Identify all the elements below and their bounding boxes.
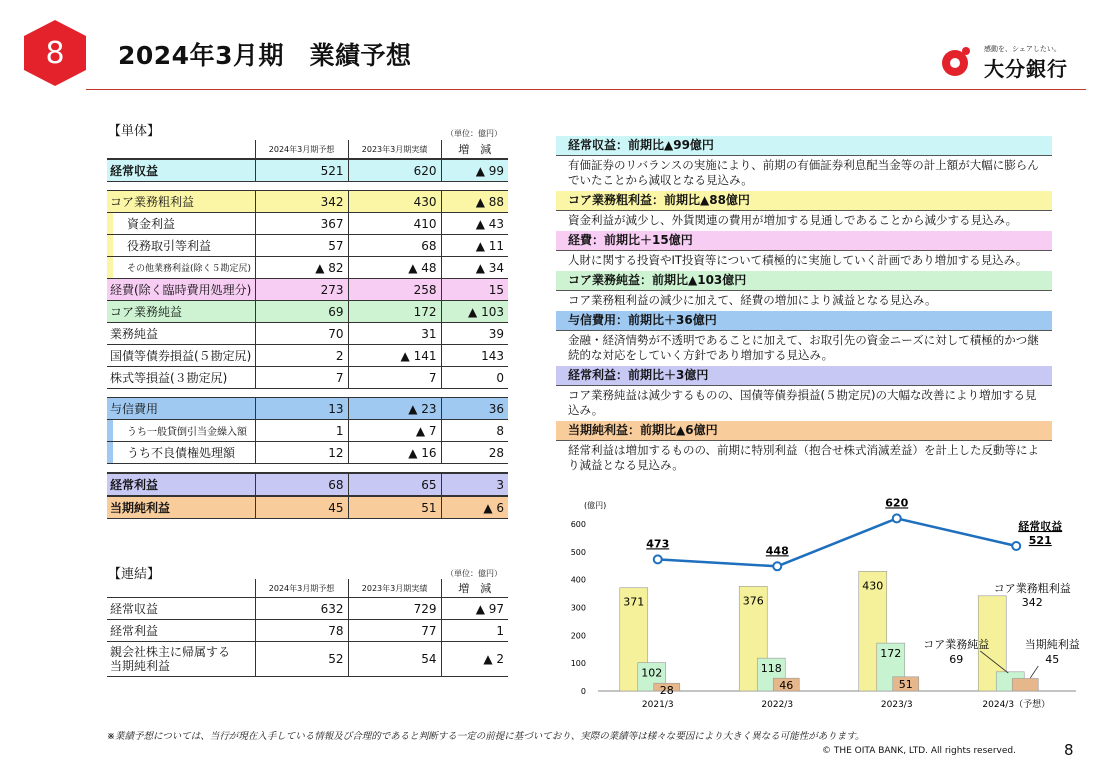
single-unit: （単位：億円） xyxy=(446,129,502,138)
cell-actual: 65 xyxy=(348,473,441,496)
row-label: 当期純利益 xyxy=(107,496,255,519)
table-row xyxy=(107,420,508,442)
page-number-badge xyxy=(24,20,86,86)
row-label: 経常収益 xyxy=(107,159,255,182)
table-row xyxy=(107,279,508,301)
data-label: 45 xyxy=(1045,653,1060,666)
cell-actual: 620 xyxy=(348,159,441,182)
copyright: © THE OITA BANK, LTD. All rights reserved. xyxy=(822,746,1016,756)
line-data-label: 448 xyxy=(765,544,789,558)
cell-actual: ▲ 48 xyxy=(348,257,441,279)
notes-panel xyxy=(556,136,1052,476)
cell-actual: 172 xyxy=(348,301,441,323)
y-tick-label: 100 xyxy=(570,659,586,669)
title-rule xyxy=(86,89,1086,90)
cell-change: ▲ 2 xyxy=(441,642,508,677)
leader-line xyxy=(1030,666,1038,678)
row-label: コア業務純益 xyxy=(107,301,255,323)
cell-change: 3 xyxy=(441,473,508,496)
y-axis-label: (億円) xyxy=(584,501,607,510)
cell-change: ▲ 6 xyxy=(441,496,508,519)
row-label-line2: 当期純利益 xyxy=(110,659,171,673)
cell-forecast: 342 xyxy=(255,191,348,213)
row-label: 国債等債券損益(５勘定尻) xyxy=(107,345,255,367)
cell-change: 39 xyxy=(441,323,508,345)
header-actual: 2023年3月期実績 xyxy=(348,579,441,598)
table-row xyxy=(107,642,508,677)
cell-actual: 31 xyxy=(348,323,441,345)
cell-forecast: 367 xyxy=(255,213,348,235)
cell-forecast: 69 xyxy=(255,301,348,323)
table-header xyxy=(107,140,508,159)
cell-actual: 258 xyxy=(348,279,441,301)
table-row xyxy=(107,323,508,345)
x-tick-label: 2024/3（予想） xyxy=(982,700,1051,710)
logo-tagline: 感動を、シェアしたい。 xyxy=(984,45,1061,53)
cell-change: ▲ 11 xyxy=(441,235,508,257)
cell-actual: 51 xyxy=(348,496,441,519)
cell-change: 1 xyxy=(441,620,508,642)
x-tick-label: 2021/3 xyxy=(641,700,674,710)
note-heading: 与信費用：前期比＋36億円 xyxy=(556,311,1052,330)
row-label: うち不良債権処理額 xyxy=(107,442,255,464)
earnings-chart xyxy=(556,488,1086,718)
table-row xyxy=(107,620,508,642)
table-row xyxy=(107,213,508,235)
note-text: 資金利益が減少し、外貨関連の費用が増加する見通しであることから減少する見込み。 xyxy=(556,210,1052,231)
cell-change: ▲ 88 xyxy=(441,191,508,213)
spacer-row xyxy=(107,389,508,398)
header-change: 増 減 xyxy=(441,579,508,598)
note-text: 人財に関する投資やIT投資等について積極的に実施していく計画であり増加する見込み。 xyxy=(556,250,1052,271)
row-label xyxy=(107,642,255,677)
table-row xyxy=(107,159,508,182)
line-point xyxy=(893,514,901,522)
note-heading: 当期純利益：前期比▲6億円 xyxy=(556,421,1052,440)
data-label: 371 xyxy=(623,595,645,609)
cell-forecast: 12 xyxy=(255,442,348,464)
x-tick-label: 2022/3 xyxy=(761,700,794,710)
series-label-core-gross: コア業務粗利益 xyxy=(993,581,1071,595)
cell-forecast: 632 xyxy=(255,598,348,620)
cell-actual: 77 xyxy=(348,620,441,642)
row-label: 経費(除く臨時費用処理分) xyxy=(107,279,255,301)
row-label-line1: 親会社株主に帰属する xyxy=(110,645,231,659)
header-change: 増 減 xyxy=(441,140,508,159)
cell-forecast: 7 xyxy=(255,367,348,389)
row-label: 経常収益 xyxy=(107,598,255,620)
cell-forecast: 273 xyxy=(255,279,348,301)
badge-number: 8 xyxy=(45,35,65,71)
cell-actual: 68 xyxy=(348,235,441,257)
footnote: ※業績予想については、当行が現在入手している情報及び合理的であると判断する一定の前提に基づいており、実際の業績等は様々な要因により大きく異なる可能性があります。 xyxy=(107,731,865,742)
cell-actual: ▲ 7 xyxy=(348,420,441,442)
table-row xyxy=(107,442,508,464)
note-text: 経常利益は増加するものの、前期に特別利益（抱合せ株式消滅差益）を計上した反動等により減益となる見込み。 xyxy=(556,440,1052,476)
data-label: 28 xyxy=(659,684,674,698)
line-point xyxy=(773,562,781,570)
table-row xyxy=(107,235,508,257)
row-label: うち一般貸倒引当金繰入額 xyxy=(107,420,255,442)
data-label: 376 xyxy=(742,594,764,608)
cell-actual: 54 xyxy=(348,642,441,677)
note-text: 金融・経済情勢が不透明であることに加えて、お取引先の資金ニーズに対して積極的かつ継続的な対応をしていく方針であり増加する見込み。 xyxy=(556,330,1052,366)
cell-change: 15 xyxy=(441,279,508,301)
table-row xyxy=(107,398,508,420)
y-tick-label: 500 xyxy=(570,547,586,557)
row-label: 経常利益 xyxy=(107,473,255,496)
note-text: コア業務純益は減少するものの、国債等債券損益(５勘定尻)の大幅な改善により増加する見込み。 xyxy=(556,385,1052,421)
bar-net-income xyxy=(1012,678,1038,691)
x-tick-label: 2023/3 xyxy=(880,700,913,710)
header-forecast: 2024年3月期予想 xyxy=(255,579,348,598)
header-actual: 2023年3月期実績 xyxy=(348,140,441,159)
consolidated-results-table xyxy=(107,579,508,677)
line-point xyxy=(654,555,662,563)
cell-change: ▲ 99 xyxy=(441,159,508,182)
data-label: 430 xyxy=(862,579,884,593)
y-tick-label: 600 xyxy=(570,520,586,529)
line-data-label: 473 xyxy=(646,537,670,551)
cell-actual: 430 xyxy=(348,191,441,213)
page-number: 8 xyxy=(1064,741,1074,759)
cell-forecast: 68 xyxy=(255,473,348,496)
page-title: 2024年3月期 業績予想 xyxy=(118,41,412,70)
table-row xyxy=(107,473,508,496)
cell-forecast: 52 xyxy=(255,642,348,677)
data-label: 69 xyxy=(949,653,964,666)
cell-forecast: 70 xyxy=(255,323,348,345)
data-label: 118 xyxy=(760,662,782,676)
cell-change: ▲ 97 xyxy=(441,598,508,620)
table-row xyxy=(107,301,508,323)
table-row xyxy=(107,598,508,620)
cell-actual: ▲ 23 xyxy=(348,398,441,420)
data-label: 102 xyxy=(641,666,663,680)
y-tick-label: 0 xyxy=(580,687,586,696)
row-label: その他業務利益(除く５勘定尻) xyxy=(107,257,255,279)
logo-mark-icon xyxy=(940,46,972,78)
table-row xyxy=(107,367,508,389)
cell-change: 0 xyxy=(441,367,508,389)
cell-change: 28 xyxy=(441,442,508,464)
line-data-label: 521 xyxy=(1028,533,1052,547)
data-label: 51 xyxy=(898,677,913,691)
table-row xyxy=(107,257,508,279)
cell-actual: 410 xyxy=(348,213,441,235)
row-label: 業務純益 xyxy=(107,323,255,345)
cell-forecast: 13 xyxy=(255,398,348,420)
note-heading: コア業務粗利益：前期比▲88億円 xyxy=(556,191,1052,210)
y-tick-label: 300 xyxy=(570,603,586,613)
consolidated-label: 【連結】 xyxy=(108,567,161,582)
cell-actual: 7 xyxy=(348,367,441,389)
note-heading: 経常収益：前期比▲99億円 xyxy=(556,136,1052,155)
row-label: 与信費用 xyxy=(107,398,255,420)
note-heading: コア業務純益：前期比▲103億円 xyxy=(556,271,1052,290)
spacer-row xyxy=(107,464,508,474)
cell-forecast: ▲ 82 xyxy=(255,257,348,279)
table-row xyxy=(107,191,508,213)
cell-actual: ▲ 141 xyxy=(348,345,441,367)
data-label: 172 xyxy=(880,647,902,661)
cell-actual: 729 xyxy=(348,598,441,620)
line-data-label: 620 xyxy=(885,496,909,510)
single-results-table xyxy=(107,140,508,519)
row-label: コア業務粗利益 xyxy=(107,191,255,213)
consolidated-unit: （単位：億円） xyxy=(446,569,502,578)
row-label: 役務取引等利益 xyxy=(107,235,255,257)
cell-change: ▲ 34 xyxy=(441,257,508,279)
cell-forecast: 78 xyxy=(255,620,348,642)
spacer-row xyxy=(107,182,508,191)
line-ordinary-revenue xyxy=(658,518,1017,566)
series-label-ordinary-revenue: 経常収益 xyxy=(1018,519,1063,533)
cell-forecast: 1 xyxy=(255,420,348,442)
cell-change: 36 xyxy=(441,398,508,420)
y-tick-label: 400 xyxy=(570,575,586,585)
line-point xyxy=(1012,542,1020,550)
data-label: 46 xyxy=(779,679,794,693)
row-label: 資金利益 xyxy=(107,213,255,235)
series-label-core-net: コア業務純益 xyxy=(923,638,990,651)
y-tick-label: 200 xyxy=(570,631,586,641)
series-label-net-income: 当期純利益 xyxy=(1024,638,1080,651)
table-row xyxy=(107,345,508,367)
row-label: 経常利益 xyxy=(107,620,255,642)
single-label: 【単体】 xyxy=(108,124,161,139)
row-label: 株式等損益(３勘定尻) xyxy=(107,367,255,389)
cell-change: 8 xyxy=(441,420,508,442)
cell-forecast: 45 xyxy=(255,496,348,519)
cell-change: 143 xyxy=(441,345,508,367)
header-forecast: 2024年3月期予想 xyxy=(255,140,348,159)
cell-forecast: 521 xyxy=(255,159,348,182)
note-text: 有価証券のリバランスの実施により、前期の有価証券利息配当金等の計上額が大幅に膨らんでいたことから減収となる見込み。 xyxy=(556,155,1052,191)
data-label: 342 xyxy=(1021,595,1043,609)
cell-change: ▲ 43 xyxy=(441,213,508,235)
logo-name: 大分銀行 xyxy=(984,57,1068,81)
note-heading: 経費：前期比＋15億円 xyxy=(556,231,1052,250)
cell-forecast: 2 xyxy=(255,345,348,367)
note-text: コア業務粗利益の減少に加えて、経費の増加により減益となる見込み。 xyxy=(556,290,1052,311)
cell-actual: ▲ 16 xyxy=(348,442,441,464)
cell-forecast: 57 xyxy=(255,235,348,257)
cell-change: ▲ 103 xyxy=(441,301,508,323)
table-row xyxy=(107,496,508,519)
note-heading: 経常利益：前期比＋3億円 xyxy=(556,366,1052,385)
